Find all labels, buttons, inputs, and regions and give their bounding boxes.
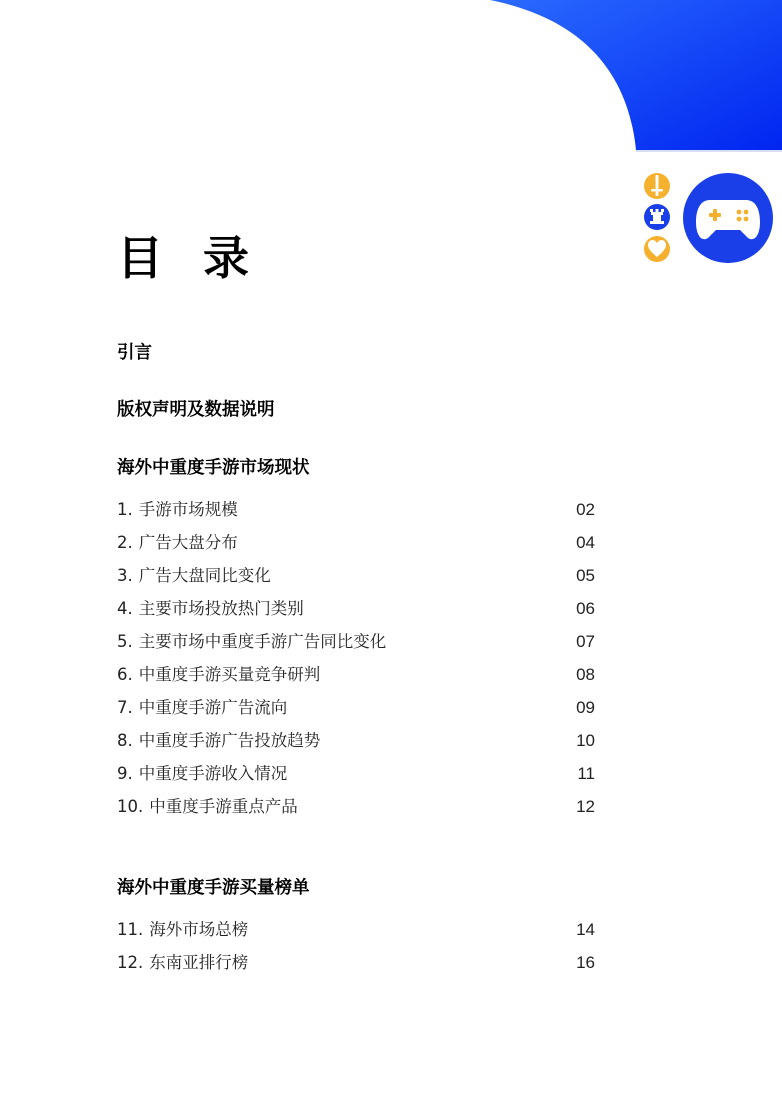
- sword-icon: [644, 173, 670, 199]
- toc-item-page: 09: [576, 698, 595, 717]
- toc-item-page: 11: [577, 764, 595, 783]
- toc-item-page: 16: [576, 953, 595, 972]
- toc-item-label: 广告大盘分布: [138, 533, 238, 552]
- toc-item[interactable]: [117, 951, 595, 975]
- castle-icon: [644, 204, 670, 230]
- page-title: 目 录: [117, 231, 262, 285]
- toc-item-page: 14: [576, 920, 595, 939]
- toc-item[interactable]: [117, 531, 595, 555]
- blue-arc-shape: [490, 0, 782, 150]
- toc-item-label: 主要市场中重度手游广告同比变化: [138, 632, 387, 651]
- toc-item[interactable]: [117, 498, 595, 522]
- toc-item[interactable]: [117, 597, 595, 621]
- toc-item-number: 6.: [117, 665, 133, 684]
- toc-item[interactable]: [117, 762, 595, 786]
- toc-item-page: 10: [576, 731, 595, 750]
- toc-item[interactable]: [117, 696, 595, 720]
- gamepad-icon: [683, 173, 773, 263]
- section-copyright[interactable]: 版权声明及数据说明: [117, 400, 275, 420]
- toc-item-number: 9.: [117, 764, 133, 783]
- section-market-status[interactable]: 海外中重度手游市场现状: [117, 458, 310, 478]
- toc-item-page: 06: [576, 599, 595, 618]
- toc-item-number: 4.: [117, 599, 133, 618]
- toc-item-label: 中重度手游广告流向: [138, 698, 288, 717]
- toc-item-label: 中重度手游收入情况: [138, 764, 288, 783]
- toc-item-number: 1.: [117, 500, 133, 519]
- toc-item[interactable]: [117, 663, 595, 687]
- toc-item[interactable]: [117, 795, 595, 819]
- toc-item[interactable]: [117, 630, 595, 654]
- toc-item-label: 中重度手游买量竞争研判: [138, 665, 321, 684]
- toc-item-label: 东南亚排行榜: [149, 953, 249, 972]
- section-rankings[interactable]: 海外中重度手游买量榜单: [117, 878, 310, 898]
- toc-item-number: 7.: [117, 698, 133, 717]
- toc-item-number: 8.: [117, 731, 133, 750]
- toc-item-page: 07: [576, 632, 595, 651]
- section-intro[interactable]: 引言: [117, 343, 152, 363]
- toc-item-page: 08: [576, 665, 595, 684]
- toc-item-number: 10.: [117, 797, 144, 816]
- toc-item-label: 手游市场规模: [138, 500, 238, 519]
- toc-item-page: 04: [576, 533, 595, 552]
- toc-item-label: 中重度手游广告投放趋势: [138, 731, 321, 750]
- toc-item-page: 02: [576, 500, 595, 519]
- toc-item-number: 5.: [117, 632, 133, 651]
- toc-item-number: 12.: [117, 953, 144, 972]
- toc-item[interactable]: [117, 729, 595, 753]
- toc-item-page: 05: [576, 566, 595, 585]
- heart-icon: [644, 236, 670, 262]
- toc-item-label: 海外市场总榜: [149, 920, 249, 939]
- toc-item-label: 主要市场投放热门类别: [138, 599, 304, 618]
- toc-item-label: 中重度手游重点产品: [149, 797, 298, 816]
- toc-item[interactable]: [117, 918, 595, 942]
- toc-item-number: 3.: [117, 566, 133, 585]
- toc-item-page: 12: [576, 797, 595, 816]
- toc-item[interactable]: [117, 564, 595, 588]
- toc-item-number: 2.: [117, 533, 133, 552]
- toc-item-number: 11.: [117, 920, 144, 939]
- toc-item-label: 广告大盘同比变化: [138, 566, 271, 585]
